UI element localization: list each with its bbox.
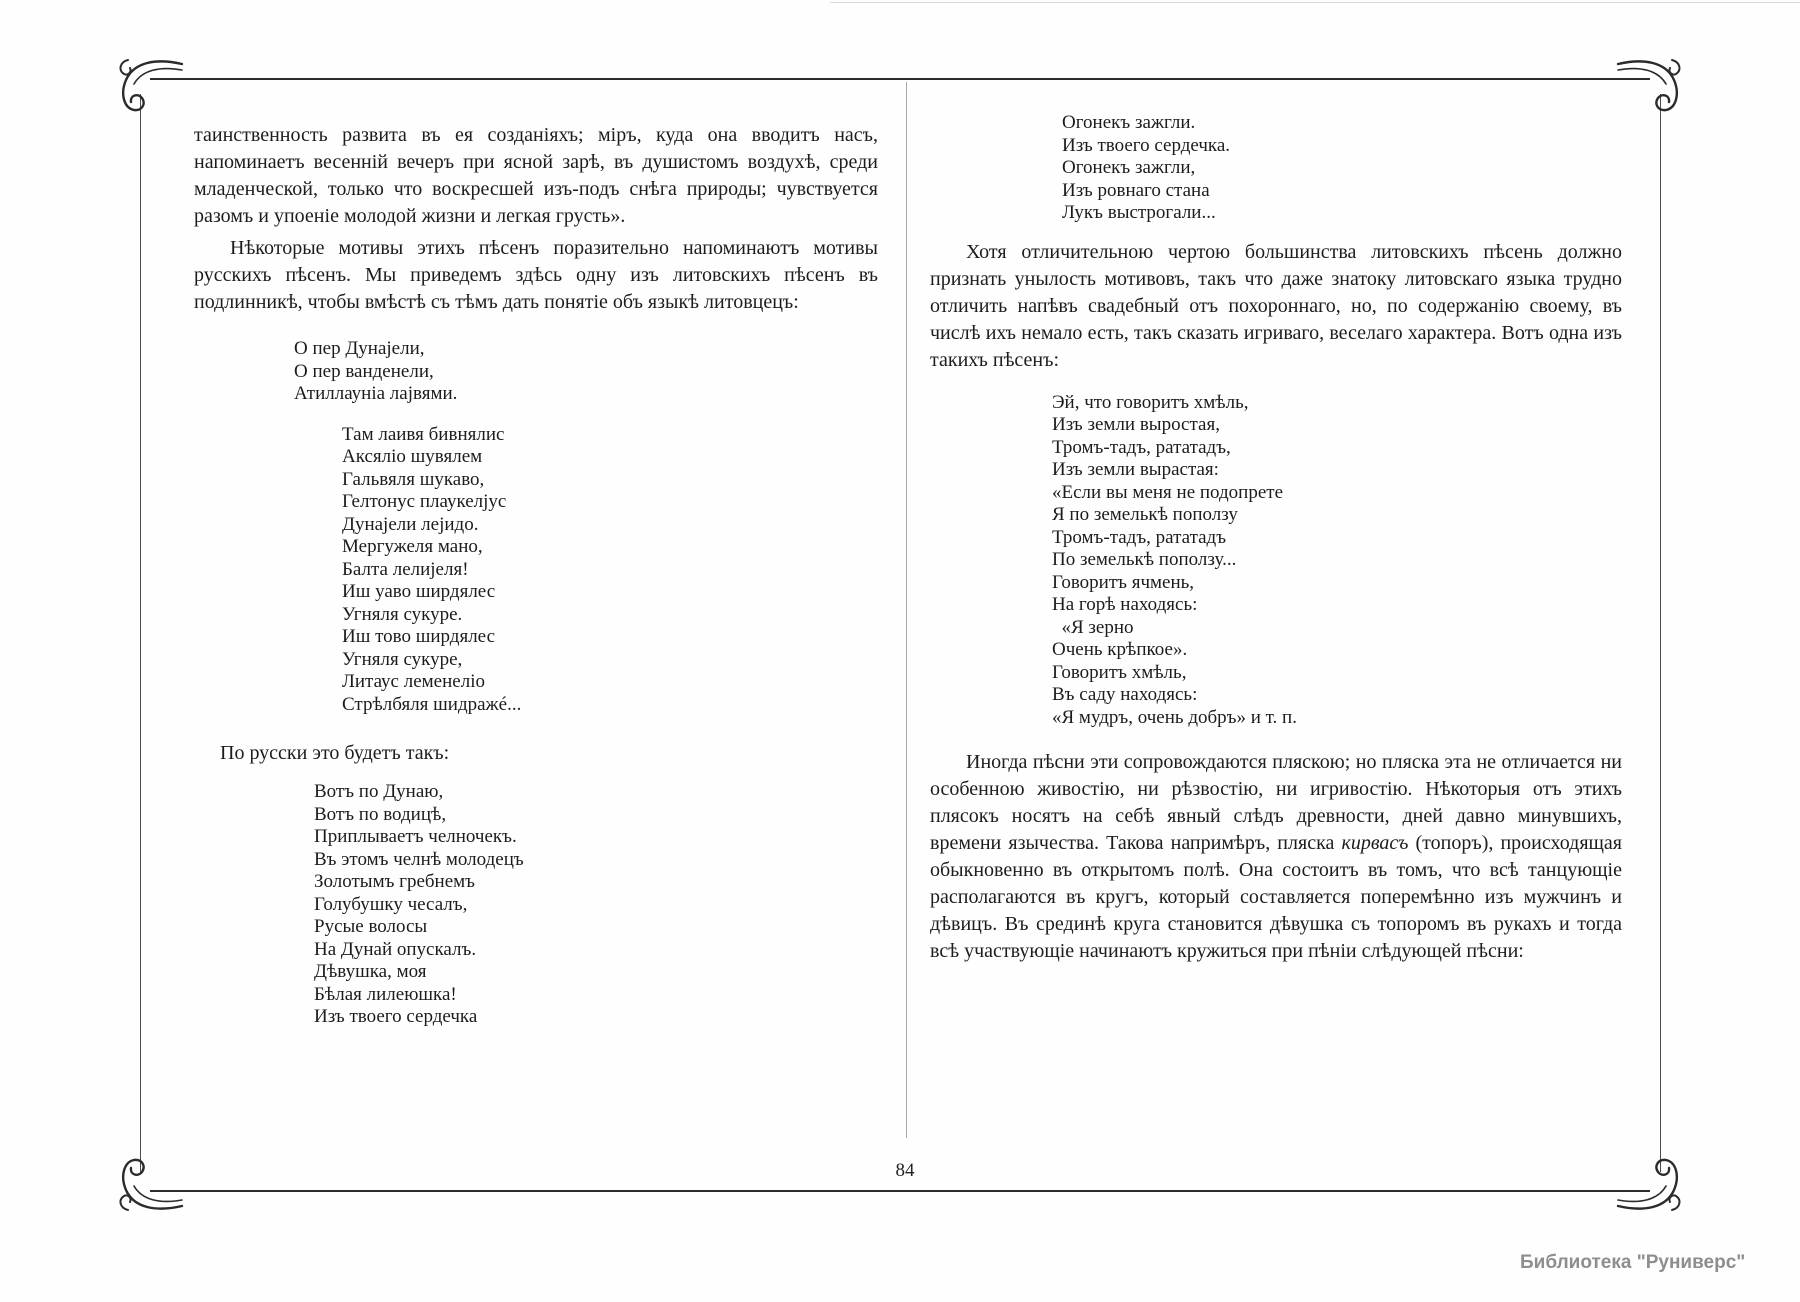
verse-line: Угняля сукуре. [342,603,463,625]
verse-line: Очень крѣпкое». [1052,639,1188,660]
verse-line: Изъ твоего сердечка. [1062,134,1231,156]
verse-line: Тромъ-тадъ, рататадъ, [1052,436,1231,458]
verse-hops-song [1052,392,1622,730]
verse-line: Говоритъ хмѣль, [1052,661,1187,683]
verse-line: Стрѣлбяля шидражé... [342,693,522,715]
verse-line: Изъ земли выростая, [1052,414,1220,435]
verse-line: На Дунай опускалъ. [314,938,477,960]
paragraph-dance-tail: (топоръ), происходящая обыкновенно въ открытомъ полѣ. Она состоитъ въ томъ, что всѣ танцующіе располагаются въ кругъ, который составляется поперемѣнно изъ мужчинъ и дѣвицъ. Въ срединѣ круга становится дѣвушка съ топоромъ въ рукахъ и тогда всѣ участвующіе начинаютъ кружиться при пѣніи слѣдующей пѣсни: [930,832,1623,962]
paragraph-motifs: Нѣкоторые мотивы этихъ пѣсенъ поразительно напоминаютъ мотивы русскихъ пѣсенъ. Мы приведемъ здѣсь одну изъ литовскихъ пѣсенъ въ подлинникѣ, чтобы вмѣстѣ съ тѣмъ дать понятіе объ языкѣ литовцецъ: [194,237,878,313]
corner-ornament-top-right-icon [1616,50,1688,122]
verse-lithuanian-first-stanza [294,338,878,406]
verse-line: Изъ твоего сердечка [314,1006,478,1027]
verse-line: Дунаjели леjидо. [342,513,479,535]
dance-name-italic: кирвасъ [1341,832,1409,854]
verse-line: Гальвяля шукаво, [342,468,485,490]
verse-line: Мергужеля мано, [342,536,483,557]
verse-line: Голубушку чесалъ, [314,893,468,915]
verse-line: Угняля сукуре, [342,648,463,670]
frame-top-rule [150,78,1650,80]
verse-line: Изъ земли вырастая: [1052,459,1219,480]
verse-line: «Я мудръ, очень добръ» и т. п. [1052,706,1297,728]
corner-ornament-bottom-left-icon [112,1148,184,1220]
verse-lithuanian-second-stanza [342,424,878,717]
verse-line: Дѣвушка, моя [314,961,427,982]
verse-line: Огонекъ зажгли. [1062,112,1196,133]
verse-line: Въ саду находясь: [1052,684,1198,705]
frame-right-rule [1660,94,1661,1172]
verse-line: Огонекъ зажгли, [1062,157,1196,178]
page-number: 84 [895,1160,915,1181]
verse-line: Гелтонус плаукелjус [342,491,507,512]
verse-line: «Если вы меня не подопрете [1052,481,1284,503]
verse-line: Иш тово ширдялес [342,626,496,647]
verse-line: Русые волосы [314,916,428,937]
paragraph-dance-description [930,749,1622,965]
verse-line: Тромъ-тадъ, рататадъ [1052,526,1227,548]
paragraph-dance-lead: Иногда пѣсни эти сопровождаются пляскою; но пляска эта не отличается ни особенною живостію, ни рѣзвостію, ни игривостію. Нѣкоторыя отъ этихъ плясокъ носятъ на себѣ явный слѣдъ древности, дней давно минувшихъ, времени язычества. Такова напримѣръ, пляска [930,751,1622,854]
verse-line: На горѣ находясь: [1052,594,1198,615]
right-column [930,108,1622,970]
verse-line: Бѣлая лилеюшка! [314,983,457,1005]
verse-line: Золотымъ гребнемъ [314,871,476,892]
verse-line: Там лаивя бивнялис [342,423,505,445]
corner-ornament-top-left-icon [112,50,184,122]
verse-line: О пер Дунаjели, [294,338,425,359]
verse-line: Въ этомъ челнѣ молодецъ [314,848,524,870]
frame-left-rule [140,94,141,1172]
verse-line: Иш уаво ширдялес [342,581,496,602]
verse-line: Лукъ выстрогали... [1062,202,1216,223]
corner-ornament-bottom-right-icon [1616,1148,1688,1220]
paragraph-song-character: Хотя отличительною чертою большинства литовскихъ пѣсень должно признать унылость мотивовъ, такъ что даже знатоку литовскаго языка трудно отличить напѣвъ свадебный отъ похороннаго, но, по содержанію своему, въ числѣ ихъ немало есть, такъ сказать игриваго, веселаго характера. Вотъ одна изъ такихъ пѣсенъ: [930,240,1622,371]
verse-translation-continuation [1062,112,1622,225]
verse-line: По земелькѣ поползу... [1052,549,1237,570]
frame-bottom-rule [150,1190,1650,1192]
verse-line: Литаус леменеліо [342,671,485,692]
verse-line: Атиллауніа лаjвями. [294,383,458,404]
verse-russian-translation [314,781,878,1029]
verse-line: Вотъ по Дунаю, [314,781,444,802]
column-divider-rule [906,82,907,1138]
scan-edge-artifact [830,2,1800,3]
verse-line: Эй, что говоритъ хмѣль, [1052,391,1249,413]
heading-translation: По русски это будетъ такъ: [220,742,450,764]
verse-line: О пер ванденели, [294,360,434,382]
library-watermark: Библиотека "Руниверс" [1520,1252,1746,1273]
verse-line: Я по земелькѣ поползу [1052,504,1238,525]
verse-line: Балта лелиjеля! [342,558,469,580]
verse-line: Говоритъ ячмень, [1052,571,1195,593]
paragraph-intro: таинственность развита въ ея созданіяхъ; міръ, куда она вводитъ насъ, напоминаетъ весенній вечеръ при ясной зарѣ, въ душистомъ воздухѣ, среди младенческой, только что воскресшей изъ-подъ снѣга природы; чувствуется разомъ и упоеніе молодой жизни и легкая грусть». [194,124,878,227]
verse-line: «Я зерно [1052,616,1134,638]
left-column [194,122,878,1047]
verse-line: Аксяліо шувялем [342,446,483,467]
verse-line: Вотъ по водицѣ, [314,803,447,825]
verse-line: Изъ ровнаго стана [1062,179,1210,201]
verse-line: Приплываетъ челночекъ. [314,826,517,847]
